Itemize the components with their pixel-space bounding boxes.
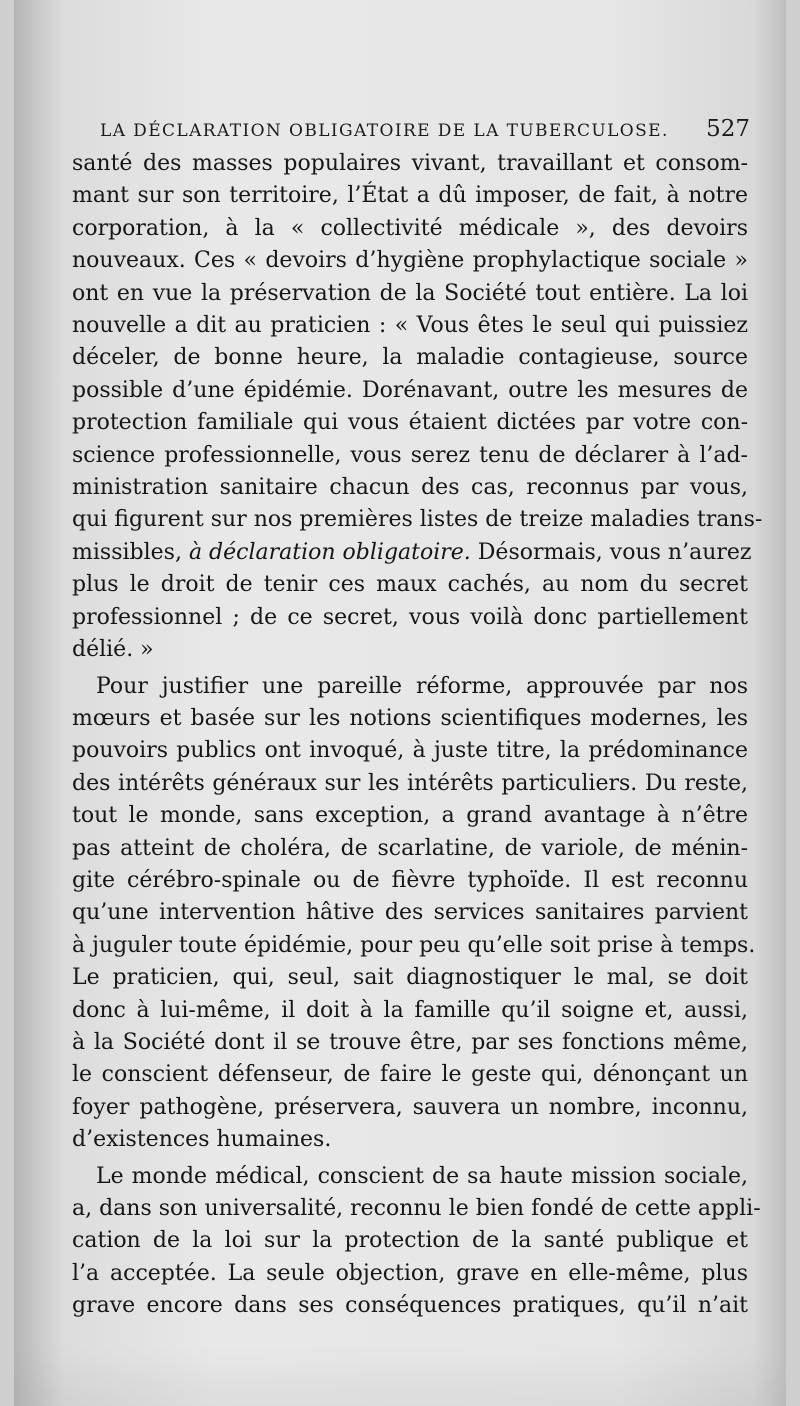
text-line: nouvelle a dit au praticien : « Vous êtes le seul qui puissiez [72,313,748,339]
text-run: Désormais, vous n’aurez [470,539,752,565]
paragraph-1 [72,148,763,667]
text-line: d’existences humaines. [72,1127,332,1153]
text-line: mant sur son territoire, l’État a dû imposer, de fait, à notre [72,183,748,209]
text-run: missibles, [72,539,189,565]
text-line: mœurs et basée sur les notions scientifiques modernes, les [72,705,748,731]
running-header [100,116,750,142]
text-line: corporation, à la « collectivité médicale », des devoirs [72,215,748,241]
text-line: pouvoirs publics ont invoqué, à juste titre, la prédominance [72,738,748,764]
paragraph-3 [72,1161,761,1323]
text-line: tout le monde, sans exception, a grand avantage à n’être [72,803,748,829]
text-line: ont en vue la préservation de la Société tout entière. La loi [72,280,748,306]
text-line: grave encore dans ses conséquences pratiques, qu’il n’ait [72,1293,748,1319]
text-line: foyer pathogène, préservera, sauvera un nombre, inconnu, [72,1094,748,1120]
italic-phrase: à déclaration obligatoire. [188,539,471,565]
text-line: cation de la loi sur la protection de la santé publique et [72,1228,748,1254]
text-line: plus le droit de tenir ces maux cachés, au nom du secret [72,572,748,598]
text-line: déceler, de bonne heure, la maladie contagieuse, source [72,345,748,371]
text-line: ministration sanitaire chacun des cas, reconnus par vous, [72,475,748,501]
text-line: Le monde médical, conscient de sa haute mission sociale, [96,1163,748,1189]
paragraph-2 [72,671,756,1157]
text-line: le conscient défenseur, de faire le geste qui, dénonçant un [72,1062,748,1088]
text-line: qui figurent sur nos premières listes de treize maladies trans- [72,507,763,533]
text-line: Pour justifier une pareille réforme, approuvée par nos [96,673,748,699]
text-line: l’a acceptée. La seule objection, grave en elle-même, plus [72,1260,748,1286]
text-line: santé des masses populaires vivant, travaillant et consom- [72,151,748,176]
text-line: a, dans son universalité, reconnu le bien fondé de cette appli- [72,1196,761,1221]
text-line: professionnel ; de ce secret, vous voilà donc partiellement [72,604,748,630]
text-line: qu’une intervention hâtive des services sanitaires parvient [72,900,748,926]
text-line: donc à lui-même, il doit à la famille qu’il soigne et, aussi, [72,997,748,1023]
page-number: 527 [706,116,750,142]
text-line: Le praticien, qui, seul, sait diagnostiquer le mal, se doit [72,965,748,991]
text-line: science professionnelle, vous serez tenu de déclarer à l’ad- [72,442,748,468]
text-line: nouveaux. Ces « devoirs d’hygiène prophylactique sociale » [72,248,748,274]
text-line: gite cérébro-spinale ou de fièvre typhoïde. Il est reconnu [72,867,748,893]
text-line: à juguler toute épidémie, pour peu qu’elle soit prise à temps. [72,932,756,958]
text-line: pas atteint de choléra, de scarlatine, de variole, de ménin- [72,835,748,861]
running-title: LA DÉCLARATION OBLIGATOIRE DE LA TUBERCULOSE. [100,121,669,141]
text-line: des intérêts généraux sur les intérêts particuliers. Du reste, [72,770,748,796]
text-line: protection familiale qui vous étaient dictées par votre con- [72,410,748,436]
text-line: à la Société dont il se trouve être, par ses fonctions même, [72,1029,748,1055]
body-text [72,148,763,1323]
text-line: délié. » [72,637,154,663]
text-line-with-italic [72,537,752,569]
text-line: possible d’une épidémie. Dorénavant, outre les mesures de [72,377,748,403]
